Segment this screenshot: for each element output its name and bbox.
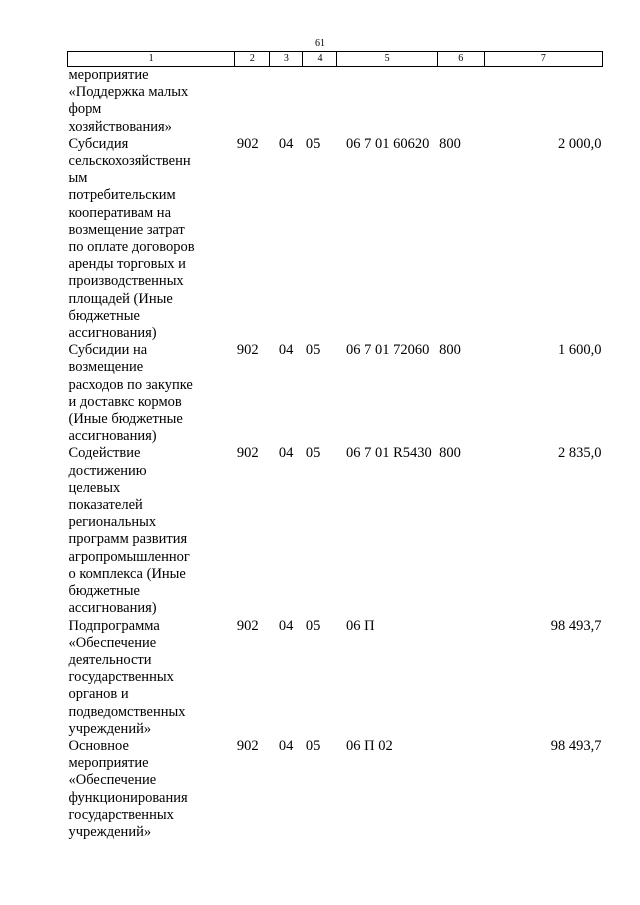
- row-name-line: форм: [68, 101, 102, 118]
- target-article-cell: 06 7 01 60620: [345, 135, 430, 152]
- row-name-line: и доставкс кормов: [68, 393, 182, 410]
- row-name-cell: [68, 738, 235, 841]
- page-number: 61: [315, 38, 325, 49]
- row-name-line: «Поддержка малых: [68, 84, 189, 101]
- row-name-line: кооперативам на: [68, 204, 171, 221]
- row-name-cell: [68, 445, 235, 617]
- column-header-7: 7: [484, 52, 602, 67]
- column-header-6: 6: [437, 52, 484, 67]
- amount-cell: 2 835,0: [558, 445, 602, 462]
- ministry-code-cell: 902: [236, 737, 259, 754]
- subsection-code-cell: 05: [305, 737, 321, 754]
- table-row: [68, 738, 603, 841]
- row-name-line: Подпрограмма: [68, 617, 160, 634]
- row-name-line: ассигнования): [68, 428, 157, 445]
- amount-cell: 98 493,7: [550, 617, 602, 634]
- amount-cell: 2 000,0: [558, 135, 602, 152]
- amount-cell: [484, 67, 602, 136]
- table-header: [68, 52, 603, 67]
- section-code-cell: 04: [278, 135, 294, 152]
- row-name-line: Основное: [68, 737, 129, 754]
- row-name-line: учреждений»: [68, 823, 152, 840]
- expense-type-cell: [437, 738, 484, 841]
- row-name-line: мероприятие: [68, 67, 149, 83]
- table-row: [68, 445, 603, 617]
- ministry-code-cell: 902: [236, 617, 259, 634]
- row-name-line: органов и: [68, 686, 129, 703]
- row-name-line: сельскохозяйственн: [68, 153, 191, 170]
- table-row: [68, 342, 603, 445]
- row-name-line: бюджетные: [68, 583, 140, 600]
- table-row: [68, 67, 603, 136]
- subsection-code-cell: 05: [305, 342, 321, 359]
- section-code-cell: 04: [278, 617, 294, 634]
- row-name-line: по оплате договоров: [68, 239, 195, 256]
- row-name-line: государственных: [68, 669, 174, 686]
- row-name-line: о комплекса (Иные: [68, 565, 186, 582]
- row-name-line: аренды торговых и: [68, 256, 186, 273]
- row-name-line: программ развития: [68, 531, 188, 548]
- column-header-5: 5: [337, 52, 437, 67]
- row-name-line: Субсидия: [68, 135, 129, 152]
- row-name-line: мероприятие: [68, 755, 149, 772]
- row-name-line: ым: [68, 170, 88, 187]
- section-code-cell: 04: [278, 737, 294, 754]
- header-row: [68, 52, 603, 67]
- section-code-cell: 04: [278, 445, 294, 462]
- expense-type-cell: 800: [439, 342, 461, 359]
- ministry-code-cell: 902: [236, 135, 259, 152]
- row-name-line: региональных: [68, 514, 157, 531]
- row-name-line: Субсидии на: [68, 342, 148, 359]
- budget-table: [67, 51, 603, 841]
- target-article-cell: 06 7 01 R5430: [345, 445, 432, 462]
- row-name-line: расходов по закупке: [68, 376, 193, 393]
- row-name-line: возмещение затрат: [68, 221, 185, 238]
- row-name-line: деятельности: [68, 651, 152, 668]
- expense-type-cell: [437, 618, 484, 738]
- section-code-cell: 04: [278, 342, 294, 359]
- target-article-cell: [337, 67, 437, 136]
- target-article-cell: 06 П 02: [345, 737, 393, 754]
- column-header-1: 1: [68, 52, 235, 67]
- target-article-cell: 06 7 01 72060: [345, 342, 430, 359]
- row-name-line: государственных: [68, 806, 174, 823]
- ministry-code-cell: [235, 67, 270, 136]
- subsection-code-cell: 05: [305, 445, 321, 462]
- row-name-line: функционирования: [68, 789, 188, 806]
- expense-type-cell: [437, 67, 484, 136]
- row-name-cell: [68, 342, 235, 445]
- row-name-line: достижению: [68, 462, 147, 479]
- amount-cell: 1 600,0: [558, 342, 602, 359]
- expense-type-cell: 800: [439, 135, 461, 152]
- row-name-line: хозяйствования»: [68, 118, 172, 135]
- table-row: [68, 136, 603, 342]
- row-name-line: подведомственных: [68, 703, 186, 720]
- row-name-line: (Иные бюджетные: [68, 411, 183, 428]
- row-name-line: площадей (Иные: [68, 290, 173, 307]
- row-name-line: учреждений»: [68, 720, 152, 737]
- column-header-4: 4: [303, 52, 337, 67]
- expense-type-cell: 800: [439, 445, 461, 462]
- target-article-cell: 06 П: [345, 617, 375, 634]
- row-name-line: ассигнования): [68, 600, 157, 617]
- row-name-line: показателей: [68, 497, 143, 514]
- row-name-line: бюджетные: [68, 307, 140, 324]
- column-header-3: 3: [270, 52, 303, 67]
- row-name-line: Содействие: [68, 445, 141, 462]
- row-name-line: агропромышленног: [68, 548, 190, 565]
- subsection-code-cell: 05: [305, 617, 321, 634]
- row-name-cell: [68, 136, 235, 342]
- table-body: [68, 67, 603, 842]
- row-name-line: производственных: [68, 273, 184, 290]
- row-name-cell: [68, 618, 235, 738]
- row-name-line: возмещение: [68, 359, 144, 376]
- column-header-2: 2: [235, 52, 270, 67]
- row-name-line: «Обеспечение: [68, 634, 157, 651]
- row-name-line: «Обеспечение: [68, 772, 157, 789]
- row-name-line: потребительским: [68, 187, 176, 204]
- ministry-code-cell: 902: [236, 342, 259, 359]
- section-code-cell: [270, 67, 303, 136]
- table-row: [68, 618, 603, 738]
- row-name-line: целевых: [68, 479, 121, 496]
- amount-cell: 98 493,7: [550, 737, 602, 754]
- row-name-cell: [68, 67, 235, 136]
- ministry-code-cell: 902: [236, 445, 259, 462]
- subsection-code-cell: [303, 67, 337, 136]
- row-name-line: ассигнования): [68, 325, 157, 342]
- subsection-code-cell: 05: [305, 135, 321, 152]
